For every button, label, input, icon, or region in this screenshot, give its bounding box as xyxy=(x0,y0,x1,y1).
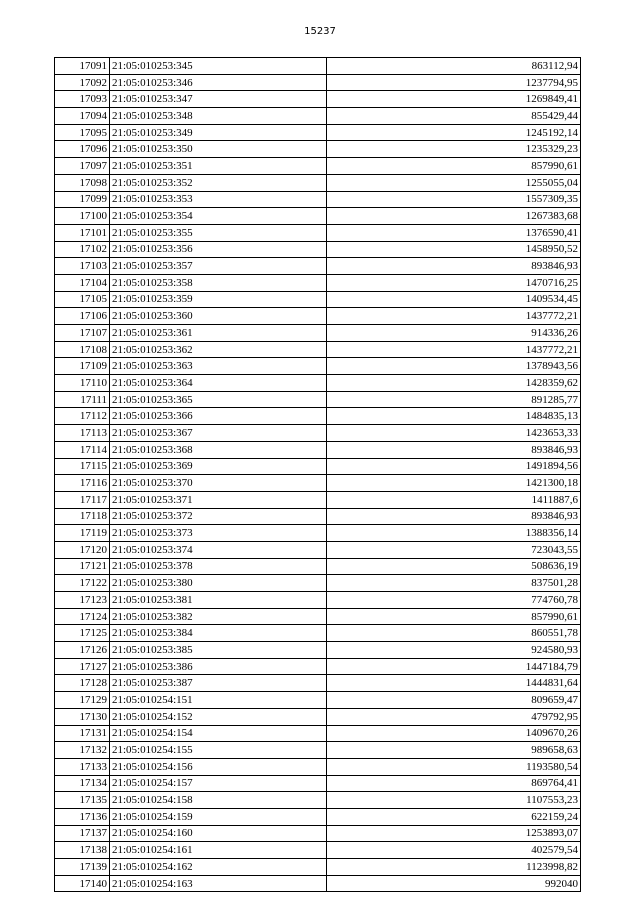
cadastral-number: 21:05:010253:372 xyxy=(110,508,327,525)
cadastral-value: 1458950,52 xyxy=(327,241,581,258)
row-number: 17140 xyxy=(55,875,110,892)
row-number: 17125 xyxy=(55,625,110,642)
row-number: 17098 xyxy=(55,174,110,191)
row-number: 17119 xyxy=(55,525,110,542)
table-row xyxy=(55,742,581,759)
table-row xyxy=(55,391,581,408)
row-number: 17095 xyxy=(55,124,110,141)
row-number: 17107 xyxy=(55,325,110,342)
table-row xyxy=(55,158,581,175)
row-number: 17097 xyxy=(55,158,110,175)
cadastral-number: 21:05:010254:154 xyxy=(110,725,327,742)
cadastral-number: 21:05:010254:156 xyxy=(110,758,327,775)
table-row xyxy=(55,308,581,325)
cadastral-value: 1267383,68 xyxy=(327,208,581,225)
cadastral-number: 21:05:010253:354 xyxy=(110,208,327,225)
table-row xyxy=(55,842,581,859)
row-number: 17137 xyxy=(55,825,110,842)
row-number: 17138 xyxy=(55,842,110,859)
row-number: 17115 xyxy=(55,458,110,475)
row-number: 17099 xyxy=(55,191,110,208)
cadastral-value: 1470716,25 xyxy=(327,274,581,291)
row-number: 17111 xyxy=(55,391,110,408)
row-number: 17130 xyxy=(55,708,110,725)
row-number: 17092 xyxy=(55,74,110,91)
cadastral-value: 402579,54 xyxy=(327,842,581,859)
cadastral-value: 1378943,56 xyxy=(327,358,581,375)
cadastral-value: 1388356,14 xyxy=(327,525,581,542)
table-row xyxy=(55,458,581,475)
cadastral-value: 860551,78 xyxy=(327,625,581,642)
table-row xyxy=(55,725,581,742)
table-row xyxy=(55,808,581,825)
row-number: 17128 xyxy=(55,675,110,692)
cadastral-number: 21:05:010253:378 xyxy=(110,558,327,575)
row-number: 17127 xyxy=(55,658,110,675)
cadastral-value: 863112,94 xyxy=(327,58,581,75)
table-row xyxy=(55,508,581,525)
table-row xyxy=(55,274,581,291)
table-row xyxy=(55,775,581,792)
table-row xyxy=(55,58,581,75)
row-number: 17103 xyxy=(55,258,110,275)
cadastral-number: 21:05:010254:163 xyxy=(110,875,327,892)
cadastral-number: 21:05:010253:384 xyxy=(110,625,327,642)
cadastral-value: 1484835,13 xyxy=(327,408,581,425)
cadastral-number: 21:05:010253:386 xyxy=(110,658,327,675)
cadastral-number: 21:05:010253:370 xyxy=(110,475,327,492)
table-row xyxy=(55,792,581,809)
cadastral-number: 21:05:010253:361 xyxy=(110,325,327,342)
cadastral-number: 21:05:010253:387 xyxy=(110,675,327,692)
row-number: 17094 xyxy=(55,108,110,125)
table-row xyxy=(55,258,581,275)
cadastral-value: 891285,77 xyxy=(327,391,581,408)
cadastral-value: 723043,55 xyxy=(327,541,581,558)
table-row xyxy=(55,224,581,241)
cadastral-number: 21:05:010254:151 xyxy=(110,692,327,709)
cadastral-value: 622159,24 xyxy=(327,808,581,825)
cadastral-value: 479792,95 xyxy=(327,708,581,725)
cadastral-value: 1235329,23 xyxy=(327,141,581,158)
row-number: 17134 xyxy=(55,775,110,792)
cadastral-value: 809659,47 xyxy=(327,692,581,709)
row-number: 17100 xyxy=(55,208,110,225)
cadastral-number: 21:05:010253:359 xyxy=(110,291,327,308)
table-row xyxy=(55,425,581,442)
cadastral-value: 893846,93 xyxy=(327,258,581,275)
table-row xyxy=(55,491,581,508)
cadastral-value: 1237794,95 xyxy=(327,74,581,91)
cadastral-number: 21:05:010254:157 xyxy=(110,775,327,792)
table-row xyxy=(55,341,581,358)
table-row xyxy=(55,408,581,425)
cadastral-value: 1444831,64 xyxy=(327,675,581,692)
cadastral-number: 21:05:010253:366 xyxy=(110,408,327,425)
row-number: 17091 xyxy=(55,58,110,75)
cadastral-number: 21:05:010253:345 xyxy=(110,58,327,75)
cadastral-value: 1245192,14 xyxy=(327,124,581,141)
cadastral-number: 21:05:010253:357 xyxy=(110,258,327,275)
cadastral-value: 1411887,6 xyxy=(327,491,581,508)
row-number: 17104 xyxy=(55,274,110,291)
cadastral-value: 774760,78 xyxy=(327,592,581,609)
table-row xyxy=(55,325,581,342)
row-number: 17123 xyxy=(55,592,110,609)
row-number: 17136 xyxy=(55,808,110,825)
row-number: 17105 xyxy=(55,291,110,308)
table-row xyxy=(55,592,581,609)
row-number: 17135 xyxy=(55,792,110,809)
row-number: 17122 xyxy=(55,575,110,592)
cadastral-value: 1557309,35 xyxy=(327,191,581,208)
cadastral-value: 1437772,21 xyxy=(327,341,581,358)
cadastral-value: 857990,61 xyxy=(327,158,581,175)
row-number: 17114 xyxy=(55,441,110,458)
cadastral-value: 989658,63 xyxy=(327,742,581,759)
cadastral-number: 21:05:010253:355 xyxy=(110,224,327,241)
table-row xyxy=(55,441,581,458)
row-number: 17109 xyxy=(55,358,110,375)
cadastral-value: 893846,93 xyxy=(327,441,581,458)
cadastral-value: 1428359,62 xyxy=(327,375,581,392)
row-number: 17102 xyxy=(55,241,110,258)
cadastral-number: 21:05:010253:346 xyxy=(110,74,327,91)
table-row xyxy=(55,625,581,642)
cadastral-number: 21:05:010253:373 xyxy=(110,525,327,542)
row-number: 17112 xyxy=(55,408,110,425)
cadastral-value: 1376590,41 xyxy=(327,224,581,241)
cadastral-value: 1255055,04 xyxy=(327,174,581,191)
row-number: 17133 xyxy=(55,758,110,775)
row-number: 17108 xyxy=(55,341,110,358)
table-row xyxy=(55,541,581,558)
cadastral-value: 924580,93 xyxy=(327,642,581,659)
table-row xyxy=(55,708,581,725)
table-row xyxy=(55,758,581,775)
cadastral-number: 21:05:010253:363 xyxy=(110,358,327,375)
row-number: 17101 xyxy=(55,224,110,241)
cadastral-number: 21:05:010254:161 xyxy=(110,842,327,859)
cadastral-value: 837501,28 xyxy=(327,575,581,592)
cadastral-value-table xyxy=(54,57,581,892)
cadastral-number: 21:05:010253:351 xyxy=(110,158,327,175)
cadastral-value: 855429,44 xyxy=(327,108,581,125)
table-row xyxy=(55,108,581,125)
table-row xyxy=(55,208,581,225)
table-row xyxy=(55,525,581,542)
cadastral-number: 21:05:010253:385 xyxy=(110,642,327,659)
cadastral-number: 21:05:010253:382 xyxy=(110,608,327,625)
cadastral-number: 21:05:010254:159 xyxy=(110,808,327,825)
row-number: 17129 xyxy=(55,692,110,709)
cadastral-value: 1437772,21 xyxy=(327,308,581,325)
cadastral-value: 857990,61 xyxy=(327,608,581,625)
row-number: 17124 xyxy=(55,608,110,625)
table-row xyxy=(55,358,581,375)
cadastral-value: 1193580,54 xyxy=(327,758,581,775)
table-row xyxy=(55,74,581,91)
cadastral-number: 21:05:010253:381 xyxy=(110,592,327,609)
table-row xyxy=(55,291,581,308)
cadastral-number: 21:05:010253:380 xyxy=(110,575,327,592)
cadastral-number: 21:05:010253:350 xyxy=(110,141,327,158)
cadastral-value: 1421300,18 xyxy=(327,475,581,492)
row-number: 17126 xyxy=(55,642,110,659)
table-row xyxy=(55,875,581,892)
row-number: 17131 xyxy=(55,725,110,742)
table-row xyxy=(55,558,581,575)
table-row xyxy=(55,91,581,108)
cadastral-value: 869764,41 xyxy=(327,775,581,792)
cadastral-number: 21:05:010253:374 xyxy=(110,541,327,558)
row-number: 17106 xyxy=(55,308,110,325)
cadastral-number: 21:05:010253:356 xyxy=(110,241,327,258)
cadastral-value: 1409670,26 xyxy=(327,725,581,742)
cadastral-number: 21:05:010253:368 xyxy=(110,441,327,458)
table-row xyxy=(55,692,581,709)
cadastral-number: 21:05:010253:364 xyxy=(110,375,327,392)
cadastral-value: 893846,93 xyxy=(327,508,581,525)
row-number: 17116 xyxy=(55,475,110,492)
table-row xyxy=(55,859,581,876)
cadastral-value: 914336,26 xyxy=(327,325,581,342)
cadastral-value: 1447184,79 xyxy=(327,658,581,675)
cadastral-number: 21:05:010254:162 xyxy=(110,859,327,876)
page-number: 15237 xyxy=(304,26,336,37)
table-row xyxy=(55,141,581,158)
cadastral-number: 21:05:010253:349 xyxy=(110,124,327,141)
table-row xyxy=(55,375,581,392)
table-row xyxy=(55,675,581,692)
cadastral-number: 21:05:010253:367 xyxy=(110,425,327,442)
table-row xyxy=(55,658,581,675)
table-row xyxy=(55,608,581,625)
table-row xyxy=(55,174,581,191)
cadastral-number: 21:05:010253:371 xyxy=(110,491,327,508)
cadastral-number: 21:05:010253:369 xyxy=(110,458,327,475)
row-number: 17093 xyxy=(55,91,110,108)
row-number: 17120 xyxy=(55,541,110,558)
cadastral-number: 21:05:010254:160 xyxy=(110,825,327,842)
table-row xyxy=(55,241,581,258)
cadastral-value: 1491894,56 xyxy=(327,458,581,475)
cadastral-value: 1423653,33 xyxy=(327,425,581,442)
table-row xyxy=(55,191,581,208)
cadastral-number: 21:05:010253:358 xyxy=(110,274,327,291)
cadastral-value: 1107553,23 xyxy=(327,792,581,809)
table-row xyxy=(55,124,581,141)
row-number: 17110 xyxy=(55,375,110,392)
row-number: 17118 xyxy=(55,508,110,525)
table-row xyxy=(55,575,581,592)
cadastral-number: 21:05:010253:360 xyxy=(110,308,327,325)
cadastral-number: 21:05:010254:152 xyxy=(110,708,327,725)
row-number: 17096 xyxy=(55,141,110,158)
cadastral-number: 21:05:010254:155 xyxy=(110,742,327,759)
table-row xyxy=(55,475,581,492)
cadastral-number: 21:05:010254:158 xyxy=(110,792,327,809)
row-number: 17132 xyxy=(55,742,110,759)
cadastral-number: 21:05:010253:353 xyxy=(110,191,327,208)
cadastral-number: 21:05:010253:352 xyxy=(110,174,327,191)
row-number: 17117 xyxy=(55,491,110,508)
table-row xyxy=(55,825,581,842)
table-body xyxy=(55,58,581,892)
cadastral-number: 21:05:010253:365 xyxy=(110,391,327,408)
cadastral-value: 1253893,07 xyxy=(327,825,581,842)
row-number: 17139 xyxy=(55,859,110,876)
cadastral-number: 21:05:010253:362 xyxy=(110,341,327,358)
cadastral-value: 508636,19 xyxy=(327,558,581,575)
cadastral-number: 21:05:010253:347 xyxy=(110,91,327,108)
cadastral-value: 992040 xyxy=(327,875,581,892)
table-row xyxy=(55,642,581,659)
cadastral-value: 1269849,41 xyxy=(327,91,581,108)
row-number: 17121 xyxy=(55,558,110,575)
row-number: 17113 xyxy=(55,425,110,442)
cadastral-number: 21:05:010253:348 xyxy=(110,108,327,125)
cadastral-value: 1123998,82 xyxy=(327,859,581,876)
cadastral-value: 1409534,45 xyxy=(327,291,581,308)
